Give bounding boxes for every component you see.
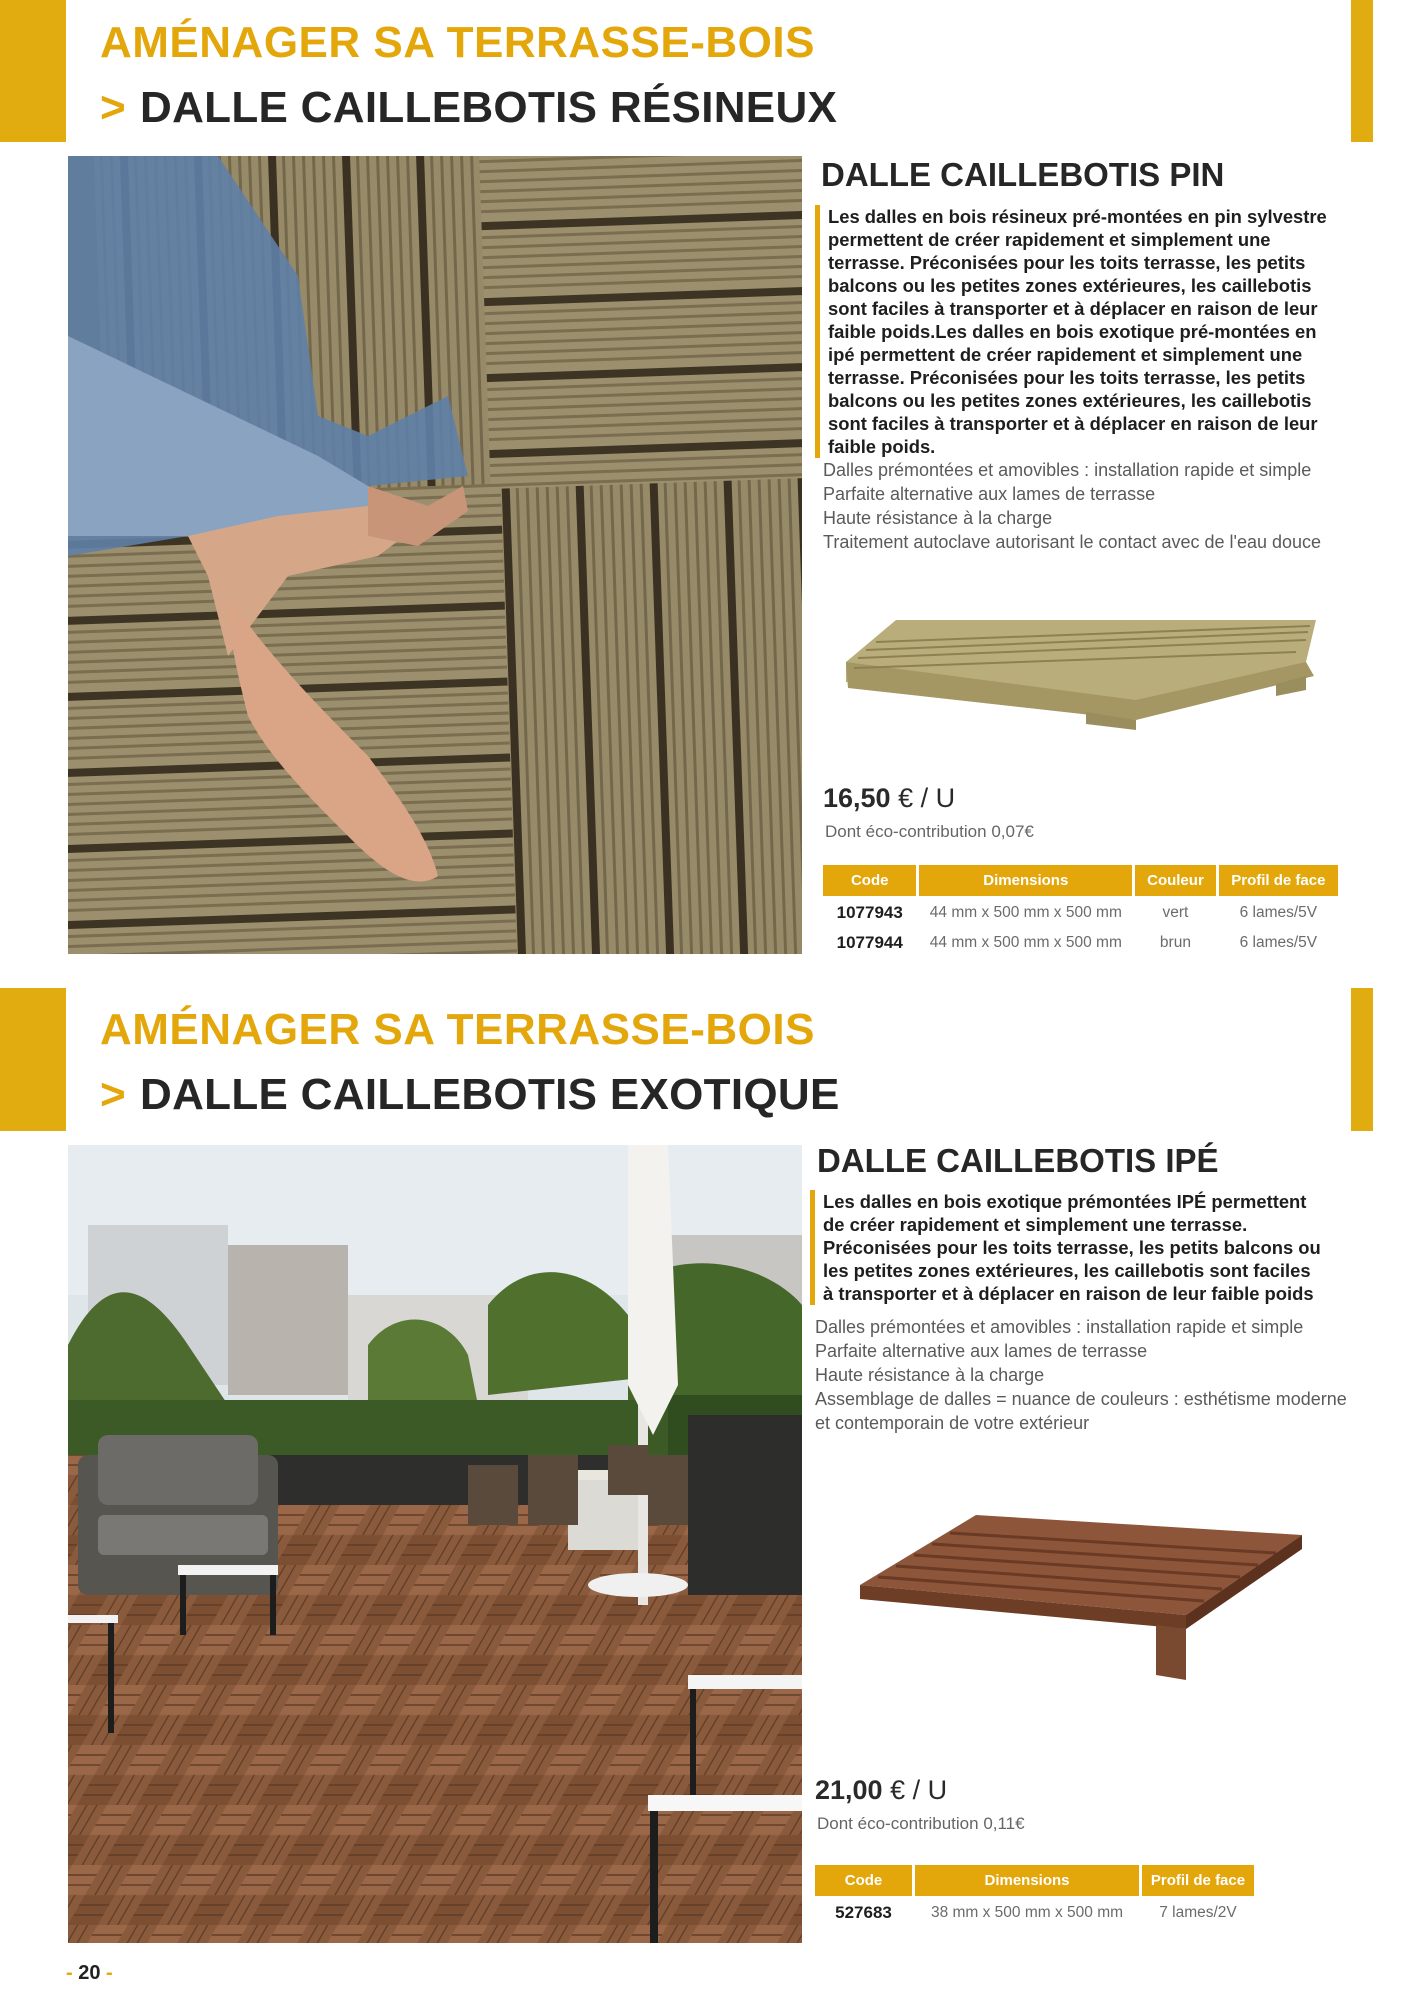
subheading-text: DALLE CAILLEBOTIS EXOTIQUE (140, 1070, 840, 1119)
rooftop-terrace-illustration (68, 1145, 802, 1943)
product-photo-rooftop-terrace (68, 1145, 802, 1943)
feature-item: Dalles prémontées et amovibles : installation rapide et simple (815, 1317, 1304, 1337)
column-header: Profil de face (1142, 1865, 1254, 1896)
feature-list (823, 458, 1343, 554)
table-cell: 38 mm x 500 mm x 500 mm (930, 1904, 1124, 1921)
left-accent-bar (0, 0, 66, 142)
table-cell: 6 lames/5V (1239, 904, 1318, 921)
product-description: Les dalles en bois résineux pré-montées en pin sylvestre permettent de créer rapidement et simplement une terrasse. Préconisées pour les toits terrasse, les petits balcons ou les petites zones extérieures, les caillebotis sont faciles à transporter et à déplacer en raison de leur faible poids.Les dalles en bois exotique pré-montées en ipé permettent de créer rapidement et simplement une terrasse. Préconisées pour les toits terrasse, les petits balcons ou les petites zones extérieures, les caillebotis sont faciles à transporter et à déplacer en raison de leur faible poids. (815, 205, 1348, 458)
feature-list (815, 1315, 1350, 1435)
feature-item: Parfaite alternative aux lames de terrasse (823, 484, 1156, 504)
eco-contribution: Dont éco-contribution 0,11€ (817, 1814, 1025, 1833)
eco-contribution: Dont éco-contribution 0,07€ (825, 822, 1034, 841)
column-header: Profil de face (1219, 865, 1338, 896)
left-accent-bar (0, 988, 66, 1131)
product-description: Les dalles en bois exotique prémontées IPÉ permettent de créer rapidement et simplement une terrasse. Préconisées pour les toits terrasse, les petits balcons ou les petites zones extérieures, les caillebotis sont faciles à transporter et à déplacer en raison de leur faible poids (810, 1190, 1323, 1305)
product-price (815, 1775, 947, 1806)
table-header (823, 865, 1338, 896)
page-number-value: 20 (78, 1962, 101, 1984)
page-number-dash: - (66, 1962, 73, 1984)
table-cell: vert (1162, 904, 1189, 921)
column-header: Code (815, 1865, 912, 1896)
table-row (823, 898, 1338, 928)
price-unit: € / U (898, 783, 956, 813)
chevron-right-icon: > (100, 83, 126, 132)
chevron-right-icon: > (100, 1070, 126, 1119)
feature-item: Parfaite alternative aux lames de terrasse (815, 1341, 1148, 1361)
table-cell: 7 lames/2V (1159, 1904, 1237, 1921)
column-header: Dimensions (915, 1865, 1139, 1896)
feature-item: Haute résistance à la charge (823, 508, 1053, 528)
product-title: DALLE CAILLEBOTIS PIN (821, 156, 1225, 193)
column-header: Dimensions (919, 865, 1132, 896)
table-cell: 6 lames/5V (1239, 934, 1318, 951)
feature-item: Traitement autoclave autorisant le contact avec de l'eau douce (823, 532, 1322, 552)
product-photo-pine-deck (68, 156, 802, 954)
table-cell: 44 mm x 500 mm x 500 mm (929, 934, 1122, 951)
table-cell: 44 mm x 500 mm x 500 mm (929, 904, 1122, 921)
table-cell-code: 527683 (835, 1903, 892, 1922)
subheading-text: DALLE CAILLEBOTIS RÉSINEUX (140, 83, 838, 132)
page-number-dash: - (106, 1962, 113, 1984)
feature-item: Assemblage de dalles = nuance de couleurs : esthétisme moderne et contemporain de votre extérieur (815, 1389, 1347, 1433)
table-header (815, 1865, 1255, 1896)
product-table (815, 1865, 1255, 1928)
page-number (66, 1962, 113, 1985)
section-subheading (100, 83, 837, 133)
table-cell: brun (1159, 934, 1191, 951)
column-header: Code (823, 865, 916, 896)
pine-deck-illustration (68, 156, 802, 954)
section-heading: AMÉNAGER SA TERRASSE-BOIS (100, 18, 815, 67)
price-value: 21,00 (815, 1775, 883, 1805)
ipe-tile-image (856, 1505, 1306, 1685)
product-price (823, 783, 955, 814)
pine-tile-image (836, 600, 1316, 740)
price-unit: € / U (890, 1775, 948, 1805)
table-row (823, 928, 1338, 958)
table-cell-code: 1077943 (836, 903, 903, 922)
feature-item: Haute résistance à la charge (815, 1365, 1045, 1385)
product-title: DALLE CAILLEBOTIS IPÉ (817, 1142, 1219, 1179)
feature-item: Dalles prémontées et amovibles : installation rapide et simple (823, 460, 1312, 480)
right-accent-bar (1351, 988, 1373, 1131)
table-cell-code: 1077944 (836, 933, 903, 952)
section-heading: AMÉNAGER SA TERRASSE-BOIS (100, 1005, 815, 1054)
right-accent-bar (1351, 0, 1373, 142)
column-header: Couleur (1135, 865, 1216, 896)
section-subheading (100, 1070, 840, 1120)
product-table (823, 865, 1338, 958)
table-row (815, 1898, 1255, 1928)
price-value: 16,50 (823, 783, 891, 813)
